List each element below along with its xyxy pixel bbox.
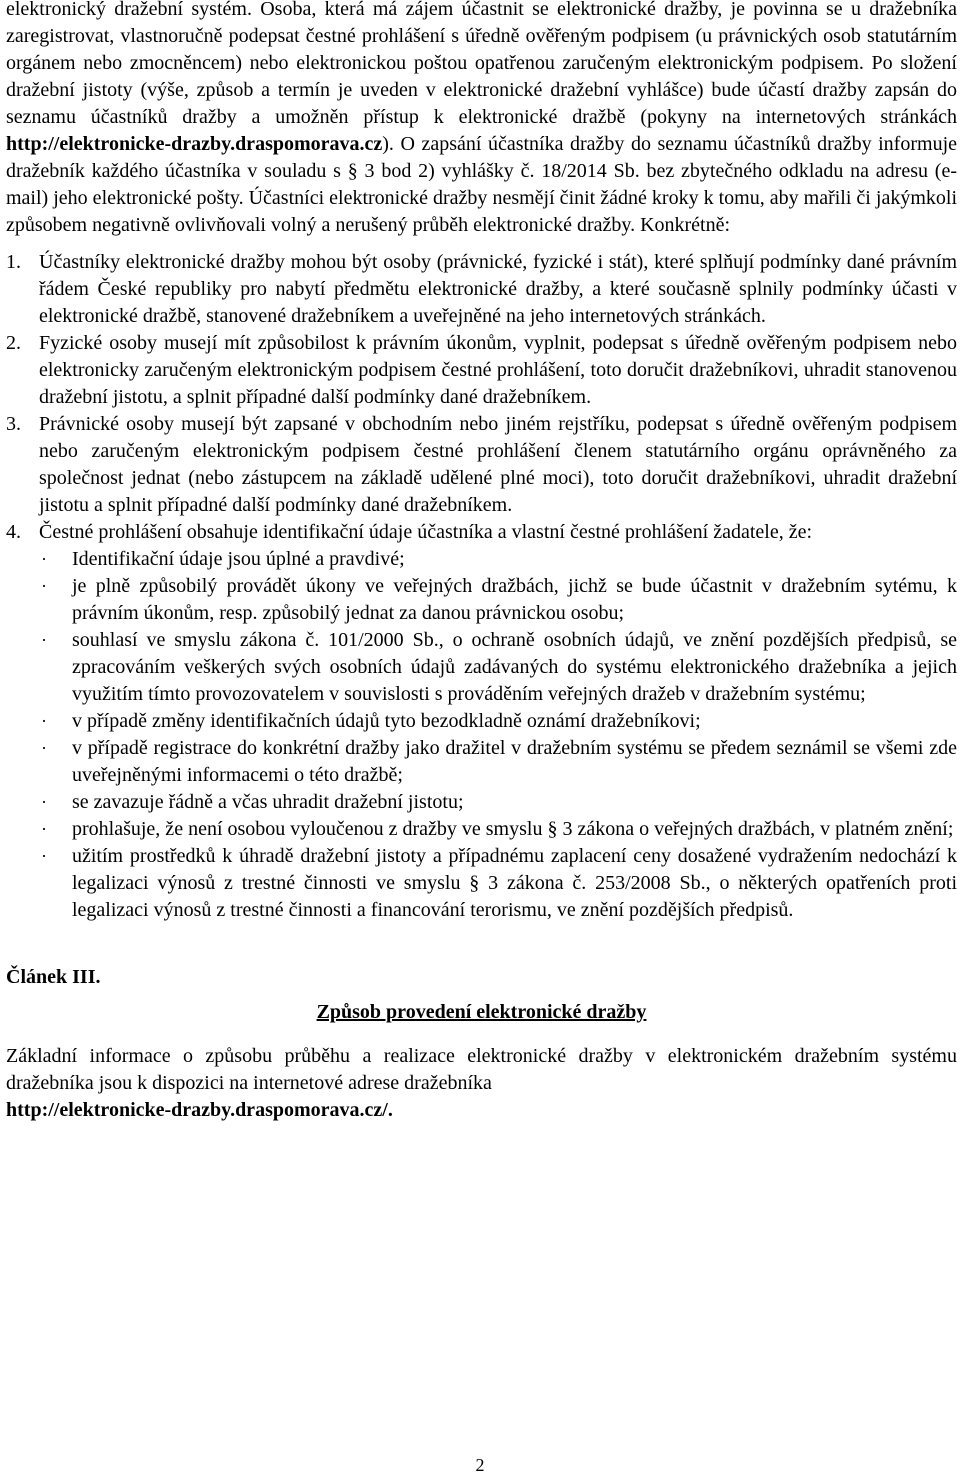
bullet-marker: · (41, 792, 47, 812)
section-title-text: Způsob provedení elektronické dražby (316, 1001, 647, 1023)
bullet-text: Identifikační údaje jsou úplné a pravdivé; (72, 548, 405, 570)
bullet-text: v případě změny identifikačních údajů tyto bezodkladně oznámí dražebníkovi; (72, 710, 701, 732)
bullet-text: se zavazuje řádně a včas uhradit dražební jistotu; (72, 791, 464, 813)
bullet-marker: · (41, 630, 47, 650)
list-item-number: 2. (6, 332, 21, 354)
section-body-text: Základní informace o způsobu průběhu a realizace elektronické dražby v elektronickém dražebním systému dražebníka jsou k dispozici na internetové adrese dražebníka (6, 1045, 957, 1094)
bullet-text: souhlasí ve smyslu zákona č. 101/2000 Sb., o ochraně osobních údajů, ve znění pozdějších předpisů, se zpracováním veškerých svých osobních údajů zadávaných do systému elektronického dražebníka a jejich využitím tímto provozovatelem v souvislosti s prováděním veřejných dražeb v dražebním systému; (72, 629, 957, 705)
bullet-text: prohlašuje, že není osobou vyloučenou z dražby ve smyslu § 3 zákona o veřejných dražbách, v platném znění; (72, 818, 954, 840)
section-body-paragraph (6, 1043, 957, 1124)
list-item-number: 3. (6, 413, 21, 435)
list-item (6, 411, 957, 519)
list-item (6, 519, 957, 924)
list-item (6, 249, 957, 330)
list-item-text: Čestné prohlášení obsahuje identifikační údaje účastníka a vlastní čestné prohlášení žadatele, že: (39, 521, 813, 543)
bullet-marker: · (41, 576, 47, 596)
bullet-item (39, 546, 957, 573)
bullet-item (39, 627, 957, 708)
bullet-item (39, 708, 957, 735)
list-item-number: 1. (6, 251, 21, 273)
article-heading: Článek III. (6, 966, 101, 988)
list-item-number: 4. (6, 521, 21, 543)
bullet-marker: · (41, 711, 47, 731)
bullet-item (39, 735, 957, 789)
bullet-text: je plně způsobilý provádět úkony ve veřejných dražbách, jichž se bude účastnit v dražebním sytému, k právním úkonům, resp. způsobilý jednat za danou právnickou osobu; (72, 575, 957, 624)
section-auction-link[interactable]: http://elektronicke-drazby.draspomorava.cz/. (6, 1099, 393, 1121)
list-item-text: Fyzické osoby musejí mít způsobilost k právním úkonům, vyplnit, podepsat s úředně ověřeným podpisem nebo elektronicky zaručeným elektronickým podpisem čestné prohlášení, toto doručit dražebníkovi, uhradit stanovenou dražební jistotu, a splnit případné další podmínky dané dražebníkem. (39, 332, 957, 408)
conditions-list (6, 249, 957, 924)
document-page (6, 0, 957, 1124)
list-item-text: Účastníky elektronické dražby mohou být osoby (právnické, fyzické i stát), které splňují podmínky dané právním řádem České republiky pro nabytí předmětu elektronické dražby, a které současně splnily podmínky účasti v elektronické dražbě, stanovené dražebníkem a uveřejněné na jeho internetových stránkách. (39, 251, 957, 327)
intro-paragraph (6, 0, 957, 239)
bullet-item (39, 573, 957, 627)
bullet-text: v případě registrace do konkrétní dražby jako dražitel v dražebním systému se předem seznámil se všemi zde uveřejněnými informacemi o této dražbě; (72, 737, 957, 786)
bullet-item (39, 843, 957, 924)
list-item-text: Právnické osoby musejí být zapsané v obchodním nebo jiném rejstříku, podepsat s úředně ověřeným podpisem nebo zaručeným elektronickým podpisem čestné prohlášení členem statutárního orgánu oprávněného za společnost jednat (nebo zástupcem na základě udělené plné moci), toto doručit dražebníkovi, uhradit dražební jistotu a splnit případné další podmínky dané dražebníkem. (39, 413, 957, 516)
list-item (6, 330, 957, 411)
page-number: 2 (475, 1455, 485, 1475)
bullet-item (39, 816, 957, 843)
bullet-marker: · (41, 738, 47, 758)
bullet-item (39, 789, 957, 816)
intro-text-part2: ). O zapsání účastníka dražby do seznamu účastníků dražby informuje dražebník každého účastníka v souladu s § 3 bod 2) vyhlášky č. 18/2014 Sb. bez zbytečného odkladu na adresu (e-mail) jeho elektronické pošty. Účastníci elektronické dražby nesmějí činit žádné kroky k tomu, aby mařili či jakýmkoli způsobem negativně ovlivňovali volný a nerušený průběh elektronické dražby. Konkrétně: (6, 133, 957, 236)
bullet-marker: · (41, 846, 47, 866)
section-title (6, 999, 957, 1026)
bullet-text: užitím prostředků k úhradě dražební jistoty a případnému zaplacení ceny dosažené vydražením nedochází k legalizaci výnosů z trestné činnosti ve smyslu § 3 zákona č. 253/2008 Sb., o některých opatřeních proti legalizaci výnosů z trestné činnosti a financování terorismu, ve znění pozdějších předpisů. (72, 845, 957, 921)
bullet-marker: · (41, 819, 47, 839)
intro-auction-link[interactable]: http://elektronicke-drazby.draspomorava.cz (6, 133, 383, 155)
intro-text-part1: elektronický dražební systém. Osoba, která má zájem účastnit se elektronické dražby, je povinna se u dražebníka zaregistrovat, vlastnoručně podepsat čestné prohlášení s úředně ověřeným podpisem (u právnických osob statutárním orgánem nebo zmocněncem) nebo elektronickou poštou opatřenou zaručeným elektronickým podpisem. Po složení dražební jistoty (výše, způsob a termín je uveden v elektronické dražební vyhlášce) bude účastí dražby zapsán do seznamu účastníků dražby a umožněn přístup k elektronické dražbě (pokyny na internetových stránkách (6, 0, 957, 128)
bullet-marker: · (41, 549, 47, 569)
declaration-bullets (39, 546, 957, 924)
